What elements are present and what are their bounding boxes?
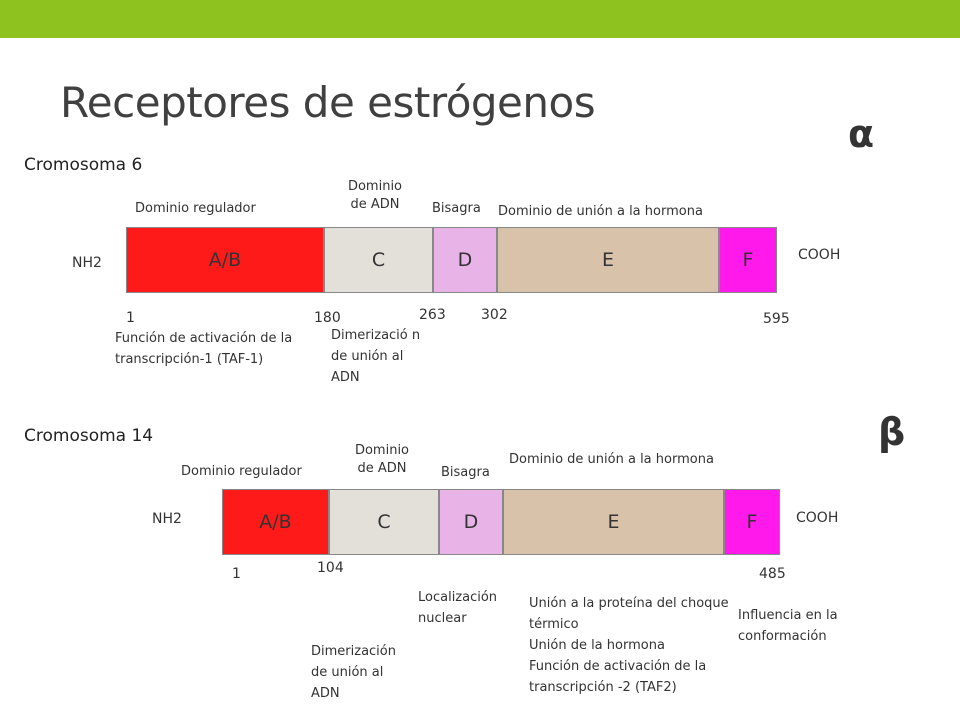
beta-nh2-label: NH2	[152, 511, 182, 527]
beta-segment-c: C	[329, 489, 439, 555]
beta-desc-dimerizacion: Dimerización de unión al ADN	[311, 644, 396, 701]
beta-desc-choque-termico: Unión a la proteína del choque térmico	[529, 596, 729, 632]
beta-desc-union-hormona: Unión de la hormona	[529, 638, 665, 653]
alpha-segment-f: F	[719, 227, 777, 293]
beta-segment-d: D	[439, 489, 503, 555]
alpha-desc-taf1: Función de activación de la transcripción-1 (TAF-1)	[115, 331, 293, 367]
beta-cooh-label: COOH	[796, 510, 839, 526]
alpha-label-regulador: Dominio regulador	[135, 201, 256, 216]
beta-position-104: 104	[317, 560, 344, 576]
alpha-chromosome-label: Cromosoma 6	[24, 155, 143, 175]
beta-position-1: 1	[232, 566, 241, 582]
beta-position-485: 485	[759, 566, 786, 582]
alpha-label-bisagra: Bisagra	[432, 201, 481, 216]
alpha-position-180: 180	[314, 310, 341, 326]
beta-segment-e: E	[503, 489, 724, 555]
alpha-segment-c: C	[324, 227, 433, 293]
alpha-nh2-label: NH2	[72, 255, 102, 271]
alpha-segment-ab: A/B	[126, 227, 324, 293]
beta-label-bisagra: Bisagra	[441, 465, 490, 480]
beta-label-adn: Dominio de ADN	[354, 443, 410, 476]
beta-chromosome-label: Cromosoma 14	[24, 426, 154, 446]
alpha-position-595: 595	[763, 311, 790, 327]
beta-label-hormona: Dominio de unión a la hormona	[509, 452, 714, 467]
alpha-position-1: 1	[126, 310, 135, 326]
slide-title: Receptores de estrógenos	[60, 78, 596, 127]
alpha-cooh-label: COOH	[798, 247, 841, 263]
beta-segment-ab: A/B	[222, 489, 329, 555]
beta-symbol: β	[878, 410, 906, 454]
alpha-desc-dimerizacion: Dimerizació n de unión al ADN	[331, 328, 421, 385]
alpha-label-adn: Dominio de ADN	[347, 179, 403, 212]
beta-desc-localizacion: Localización nuclear	[418, 590, 498, 626]
alpha-position-302: 302	[481, 307, 508, 323]
beta-desc-taf2: Función de activación de la transcripción -2 (TAF2)	[529, 659, 707, 695]
alpha-position-263: 263	[419, 307, 446, 323]
beta-label-regulador: Dominio regulador	[181, 464, 302, 479]
beta-segment-f: F	[724, 489, 780, 555]
top-accent-bar	[0, 0, 960, 38]
beta-desc-influencia: Influencia en la conformación	[738, 608, 838, 644]
alpha-symbol: α	[848, 112, 875, 156]
beta-desc-union-group	[529, 593, 729, 698]
alpha-segment-d: D	[433, 227, 497, 293]
alpha-label-hormona: Dominio de unión a la hormona	[498, 204, 703, 219]
alpha-segment-e: E	[497, 227, 719, 293]
